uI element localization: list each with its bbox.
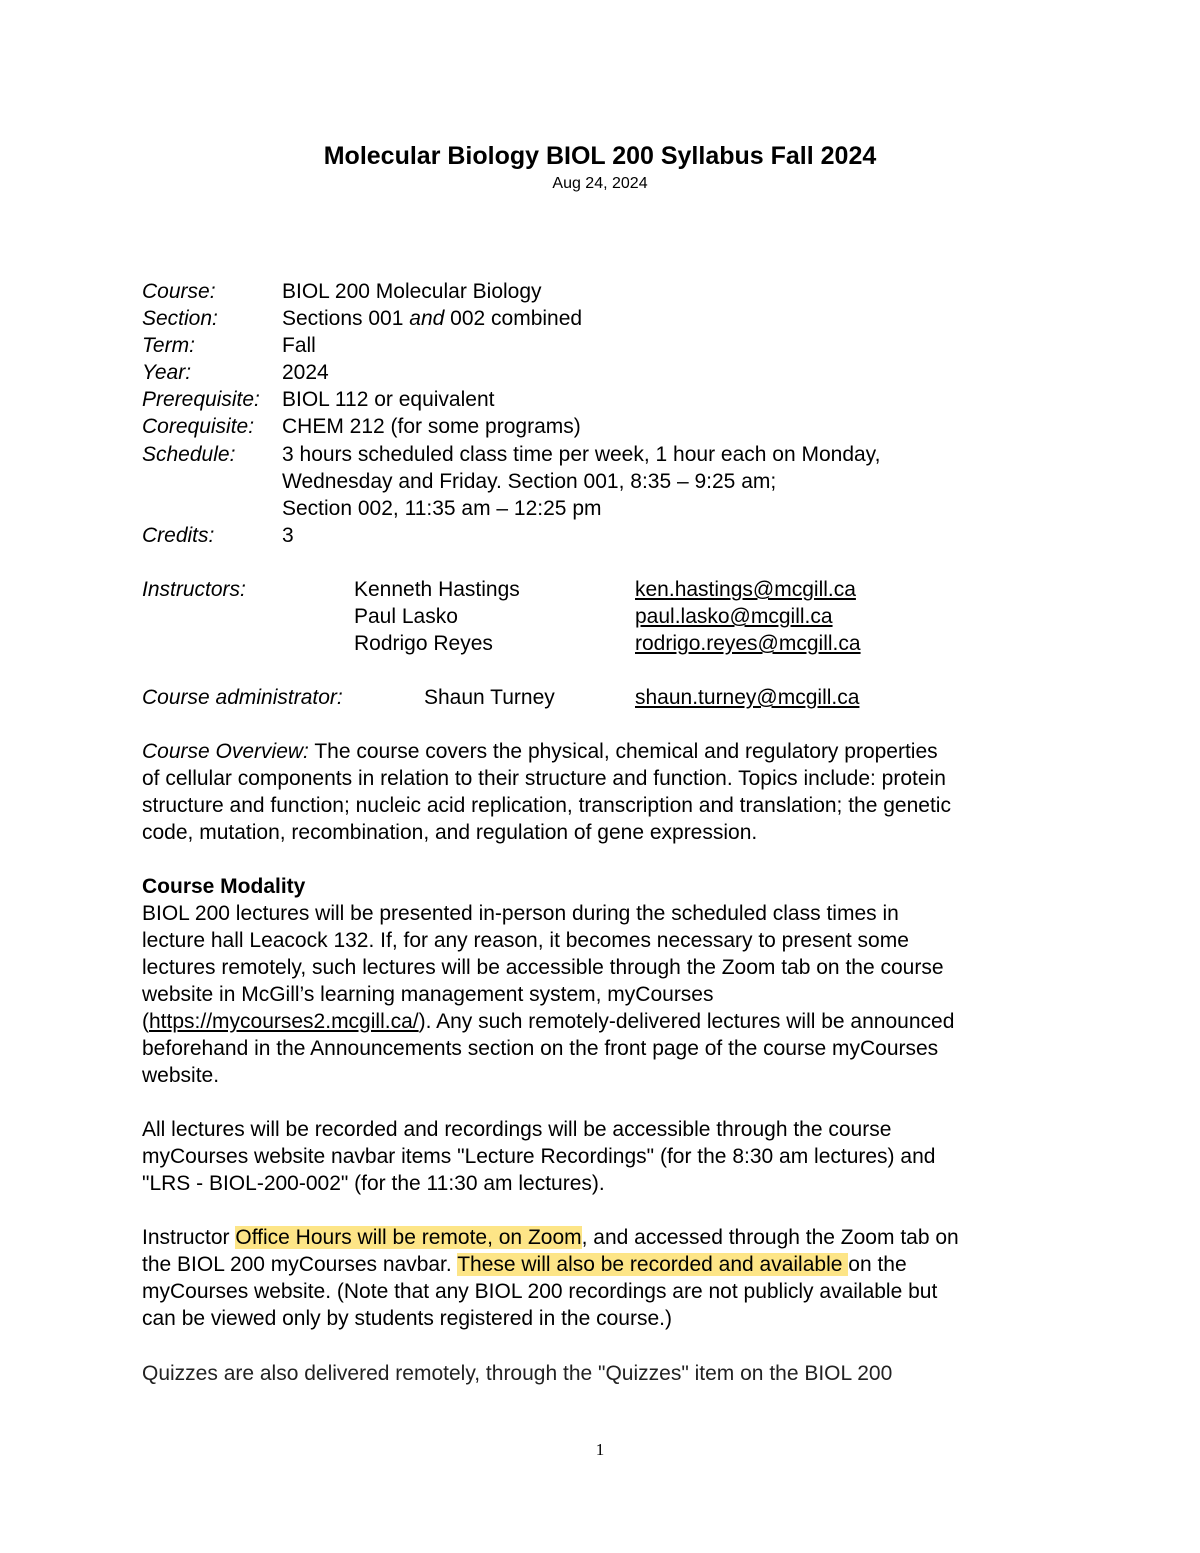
page-number: 1 [595,1440,605,1459]
instructor-email-link[interactable]: rodrigo.reyes@mcgill.ca [635,632,861,655]
recordings-paragraph [142,1116,1072,1197]
office-hours-text: myCourses website. (Note that any BIOL 200 recordings are not publicly available but [142,1280,938,1303]
modality-text: ). Any such remotely-delivered lectures will be announced [418,1010,955,1033]
term-label: Term: [142,334,195,357]
corequisite-value: CHEM 212 (for some programs) [282,415,581,438]
highlighted-text: These will also be recorded and available [457,1253,849,1276]
overview-text: of cellular components in relation to their structure and function. Topics include: protein [142,767,946,790]
mycourses-link[interactable]: https://mycourses2.mcgill.ca/ [149,1010,419,1033]
schedule-line-1: 3 hours scheduled class time per week, 1 hour each on Monday, [282,443,881,466]
schedule-line-3: Section 002, 11:35 am – 12:25 pm [282,497,602,520]
administrator-name: Shaun Turney [424,686,555,709]
overview-text: The course covers the physical, chemical and regulatory properties [308,740,938,763]
office-hours-text: can be viewed only by students registered in the course.) [142,1307,672,1330]
instructor-name: Kenneth Hastings [354,578,520,601]
modality-text: lecture hall Leacock 132. If, for any reason, it becomes necessary to present some [142,929,909,952]
credits-label: Credits: [142,524,215,547]
instructor-name: Paul Lasko [354,605,458,628]
year-value: 2024 [282,361,329,384]
course-label: Course: [142,280,216,303]
overview-label: Course Overview: [142,740,309,763]
recordings-text: myCourses website navbar items "Lecture Recordings" (for the 8:30 am lectures) and [142,1145,936,1168]
modality-text: ( [142,1010,149,1033]
modality-text: beforehand in the Announcements section on the front page of the course myCourses [142,1037,939,1060]
overview-text: structure and function; nucleic acid replication, transcription and translation; the genetic [142,794,951,817]
document-date: Aug 24, 2024 [552,175,648,192]
modality-text: lectures remotely, such lectures will be accessible through the Zoom tab on the course [142,956,944,979]
schedule-label: Schedule: [142,443,236,466]
instructor-email-link[interactable]: ken.hastings@mcgill.ca [635,578,856,601]
modality-text: BIOL 200 lectures will be presented in-person during the scheduled class times in [142,902,899,925]
credits-value: 3 [282,524,294,547]
instructor-email-link[interactable]: paul.lasko@mcgill.ca [635,605,833,628]
instructors-label: Instructors: [142,578,246,601]
section-label: Section: [142,307,218,330]
highlighted-text: Office Hours will be remote, on Zoom [235,1226,582,1249]
corequisite-label: Corequisite: [142,415,255,438]
instructor-name: Rodrigo Reyes [354,632,493,655]
page-title: Molecular Biology BIOL 200 Syllabus Fall 2024 [323,142,877,170]
administrator-email-link[interactable]: shaun.turney@mcgill.ca [635,686,860,709]
overview-text: code, mutation, recombination, and regulation of gene expression. [142,821,758,844]
section-value: Sections 001 and 002 combined [282,307,583,330]
office-hours-text: Instructor [142,1226,236,1249]
course-overview [142,738,1072,846]
recordings-text: "LRS - BIOL-200-002" (for the 11:30 am lectures). [142,1172,605,1195]
year-label: Year: [142,361,192,384]
schedule-line-2: Wednesday and Friday. Section 001, 8:35 – 9:25 am; [282,470,777,493]
office-hours-text: the BIOL 200 myCourses navbar. [142,1253,458,1276]
office-hours-text: on the [848,1253,907,1276]
prerequisite-value: BIOL 112 or equivalent [282,388,495,411]
quizzes-paragraph [142,1360,1072,1387]
course-value: BIOL 200 Molecular Biology [282,280,542,303]
recordings-text: All lectures will be recorded and recordings will be accessible through the course [142,1118,892,1141]
administrator-label: Course administrator: [142,686,343,709]
prerequisite-label: Prerequisite: [142,388,260,411]
quizzes-text: Quizzes are also delivered remotely, through the "Quizzes" item on the BIOL 200 [142,1362,893,1385]
course-modality [142,873,1072,1089]
modality-heading: Course Modality [142,875,306,898]
office-hours-text: , and accessed through the Zoom tab on [581,1226,959,1249]
modality-text: website. [142,1064,220,1087]
modality-text: website in McGill’s learning management system, myCourses [142,983,714,1006]
office-hours-paragraph [142,1224,1072,1332]
term-value: Fall [282,334,316,357]
